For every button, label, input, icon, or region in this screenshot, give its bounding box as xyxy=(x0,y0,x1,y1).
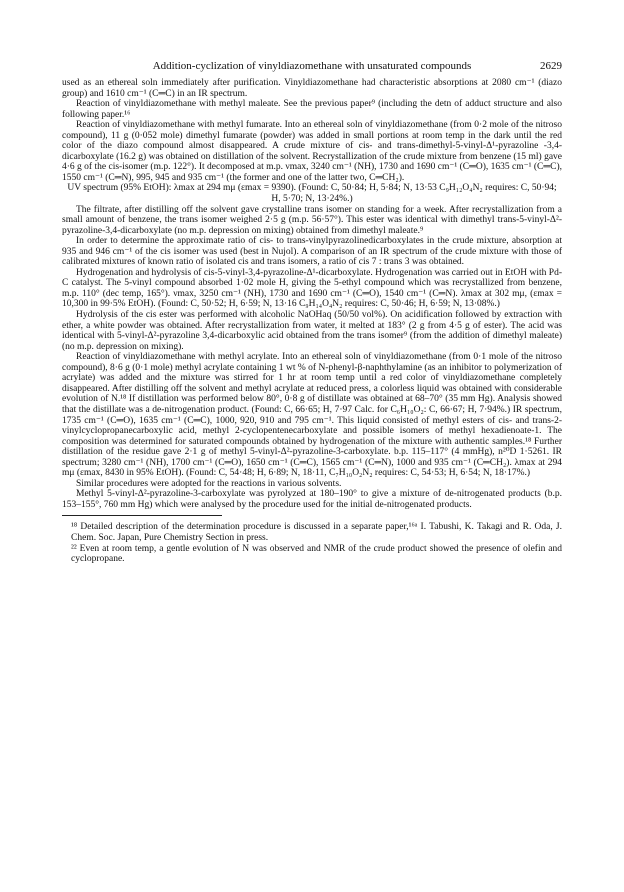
page-number: 2629 xyxy=(540,60,562,72)
paragraph-solvents: Similar procedures were adopted for the reactions in various solvents. xyxy=(76,478,342,489)
article-body xyxy=(62,78,562,565)
running-title: Addition-cyclization of vinyldiazomethane with unsaturated compounds xyxy=(152,60,472,72)
footnote-rule xyxy=(62,515,222,516)
paragraph-hydrolysis: Hydrolysis of the cis ester was performed with alcoholic NaOHaq (50/50 vol%). On acidification followed by extraction with ether, a white powder was obtained. After recrystallization from water, it melted at 183° (2 g from 4·5 g of ester). The acid was identical with 5-vinyl-Δ²-pyrazoline 3,4-dicarboxylic acid obtained from the trans isomer⁹ (from the addition of dimethyl maleate) (no m.p. depression on mixing). xyxy=(62,310,562,352)
paragraph-uv-spectrum: UV spectrum (95% EtOH): λmax at 294 mμ (εmax = 9390). (Found: C, 50·84; H, 5·84; N, 13·53 C₉H₁₂O₄N₂ requires: C, 50·94; H, 5·70; N, 13·24%.) xyxy=(67,183,557,205)
footnote-22: ²² Even at room temp, a gentle evolution of N was observed and NMR of the crude product showed the presence of olefin and cyclopropane. xyxy=(71,543,562,565)
page-header xyxy=(62,60,562,78)
paragraph-pyrolysis: Methyl 5-vinyl-Δ²-pyrazoline-3-carboxylate was pyrolyzed at 180–190° to give a mixture of de-nitrogenated products (b.p. 153–155°, 760 mm Hg) which were analysed by the procedure used for the initial de-nitrogenated products. xyxy=(62,489,562,510)
paragraph-isomer-ratio: In order to determine the approximate ratio of cis- to trans-vinylpyrazolinedicarboxylates in the crude mixture, absorption at 935 and 946 cm⁻¹ of the cis isomer was used (best in Nujol). A comparison of an IR spectrum of the crude mixture with those of calibrated mixtures of known ratio of isolated cis and trans isomers, a ratio of cis 7 : trans 3 was obtained. xyxy=(62,236,562,268)
paragraph-hydrogenation: Hydrogenation and hydrolysis of cis-5-vinyl-3,4-pyrazoline-Δ¹-dicarboxylate. Hydrogenation was carried out in EtOH with Pd-C catalyst. The 5-vinyl compound absorbed 1·02 mole H, giving the 5-ethyl compound which was recrystallized from benzene, m.p. 110° (dec temp, 165°). νmax, 3250 cm⁻¹ (NH), 1730 and 1690 cm⁻¹ (C═O), 1540 cm⁻¹ (C═N). λmax at 302 mμ, (εmax = 10,300 in 99·5% EtOH). (Found: C, 50·52; H, 6·59; N, 13·16 C₉H₁₄O₄N₂ requires: C, 50·46; H, 6·59; N, 13·08%.) xyxy=(62,267,562,310)
paragraph-trans-isomer: The filtrate, after distilling off the solvent gave crystalline trans isomer on standing for a week. After recrystallization from a small amount of benzene, the trans isomer weighed 2·5 g (m.p. 56·57°). This ester was identical with dimethyl trans-5-vinyl-Δ²-pyrazoline-3,4-dicarboxylate (no m.p. depression on mixing) obtained from dimethyl maleate.⁹ xyxy=(62,204,562,236)
paragraph-methyl-fumarate: Reaction of vinyldiazomethane with methyl fumarate. Into an ethereal soln of vinyldiazomethane (from 0·2 mole of the nitroso compound), 11 g (0·052 mole) dimethyl fumarate (powder) was added in small portions at room temp in the dark until the red color of the diazo compound almost disappeared. A crude mixture of cis- and trans-dimethyl-5-vinyl-Δ¹-pyrazoline -3,4-dicarboxylate (16.2 g) was obtained on distillation of the solvent. Recrystallization of the crude mixture from benzene (15 ml) gave 4·6 g of the cis-isomer (m.p. 122°). It decomposed at m.p. νmax, 3240 cm⁻¹ (NH), 1730 and 1690 cm⁻¹ (C═O), 1635 cm⁻¹ (C═C), 1550 cm⁻¹ (C═N), 995, 945 and 935 cm⁻¹ (the former and one of the latter two, C═CH₂). xyxy=(62,120,562,183)
paragraph-methyl-maleate: Reaction of vinyldiazomethane with methyl maleate. See the previous paper⁹ (including the detn of adduct structure and also following paper.¹⁶ xyxy=(62,99,562,120)
footnote-18: ¹⁸ Detailed description of the determination procedure is discussed in a separate paper,¹⁶ᵃ I. Tabushi, K. Takagi and R. Oda, J. Chem. Soc. Japan, Pure Chemistry Section in press. xyxy=(71,522,562,543)
paragraph-methyl-acrylate: Reaction of vinyldiazomethane with methyl acrylate. Into an ethereal soln of vinyldiazomethane (from 0·1 mole of the nitroso compound), 8·6 g (0·1 mole) methyl acrylate containing 1 wt % of N-phenyl-β-naphthylamine (as an inhibitor to polymerization of acrylate) was added and the mixture was stirred for 1 hr at room temp until a red color of vinyldiazomethane completely disappeared. After distilling off the solvent and methyl acrylate at reduced press, a colorless liquid was obtained with considerable evolution of N.¹⁸ If distillation was performed below 80°, 0·8 g of distillate was obtained at 68–70° (35 mm Hg). Analysis showed that the distillate was a de-nitrogenation product. (Found: C, 66·65; H, 7·97 Calc. for C₆H₁₀O₂: C, 66·67; H, 7·94%.) IR spectrum, 1735 cm⁻¹ (C═O), 1635 cm⁻¹ (C═C), 1000, 920, 910 and 795 cm⁻¹. This liquid consisted of methyl esters of cis- and trans-2-vinylcyclopropanecarboxylic acid, methyl 2-cyclopentenecarboxylate and possible isomers of methyl hexadienoate-1. The composition was determined for saturated compounds obtained by hydrogenation of the mixture with authentic samples.¹⁸ Further distillation of the residue gave 2·1 g of methyl 5-vinyl-Δ²-pyrazoline-3-carboxylate. b.p. 115–117° (4 mmHg), n²⁰D 1·5261. IR spectrum; 3280 cm⁻¹ (NH), 1700 cm⁻¹ (C═O), 1650 cm⁻¹ (C═C), 1565 cm⁻¹ (C═N), 1000 and 935 cm⁻¹ (C═CH₂). λmax at 294 mμ (εmax, 8430 in 95% EtOH). (Found: C, 54·48; H, 6·89; N, 18·11, C₇H₁₀O₂N₂ requires: C, 54·53; H, 6·54; N, 18·17%.) xyxy=(62,352,562,479)
paragraph-diazo-purification: used as an ethereal soln immediately after purification. Vinyldiazomethane had characteristic absorptions at 2080 cm⁻¹ (diazo group) and 1610 cm⁻¹ (C═C) in an IR spectrum. xyxy=(62,78,562,99)
